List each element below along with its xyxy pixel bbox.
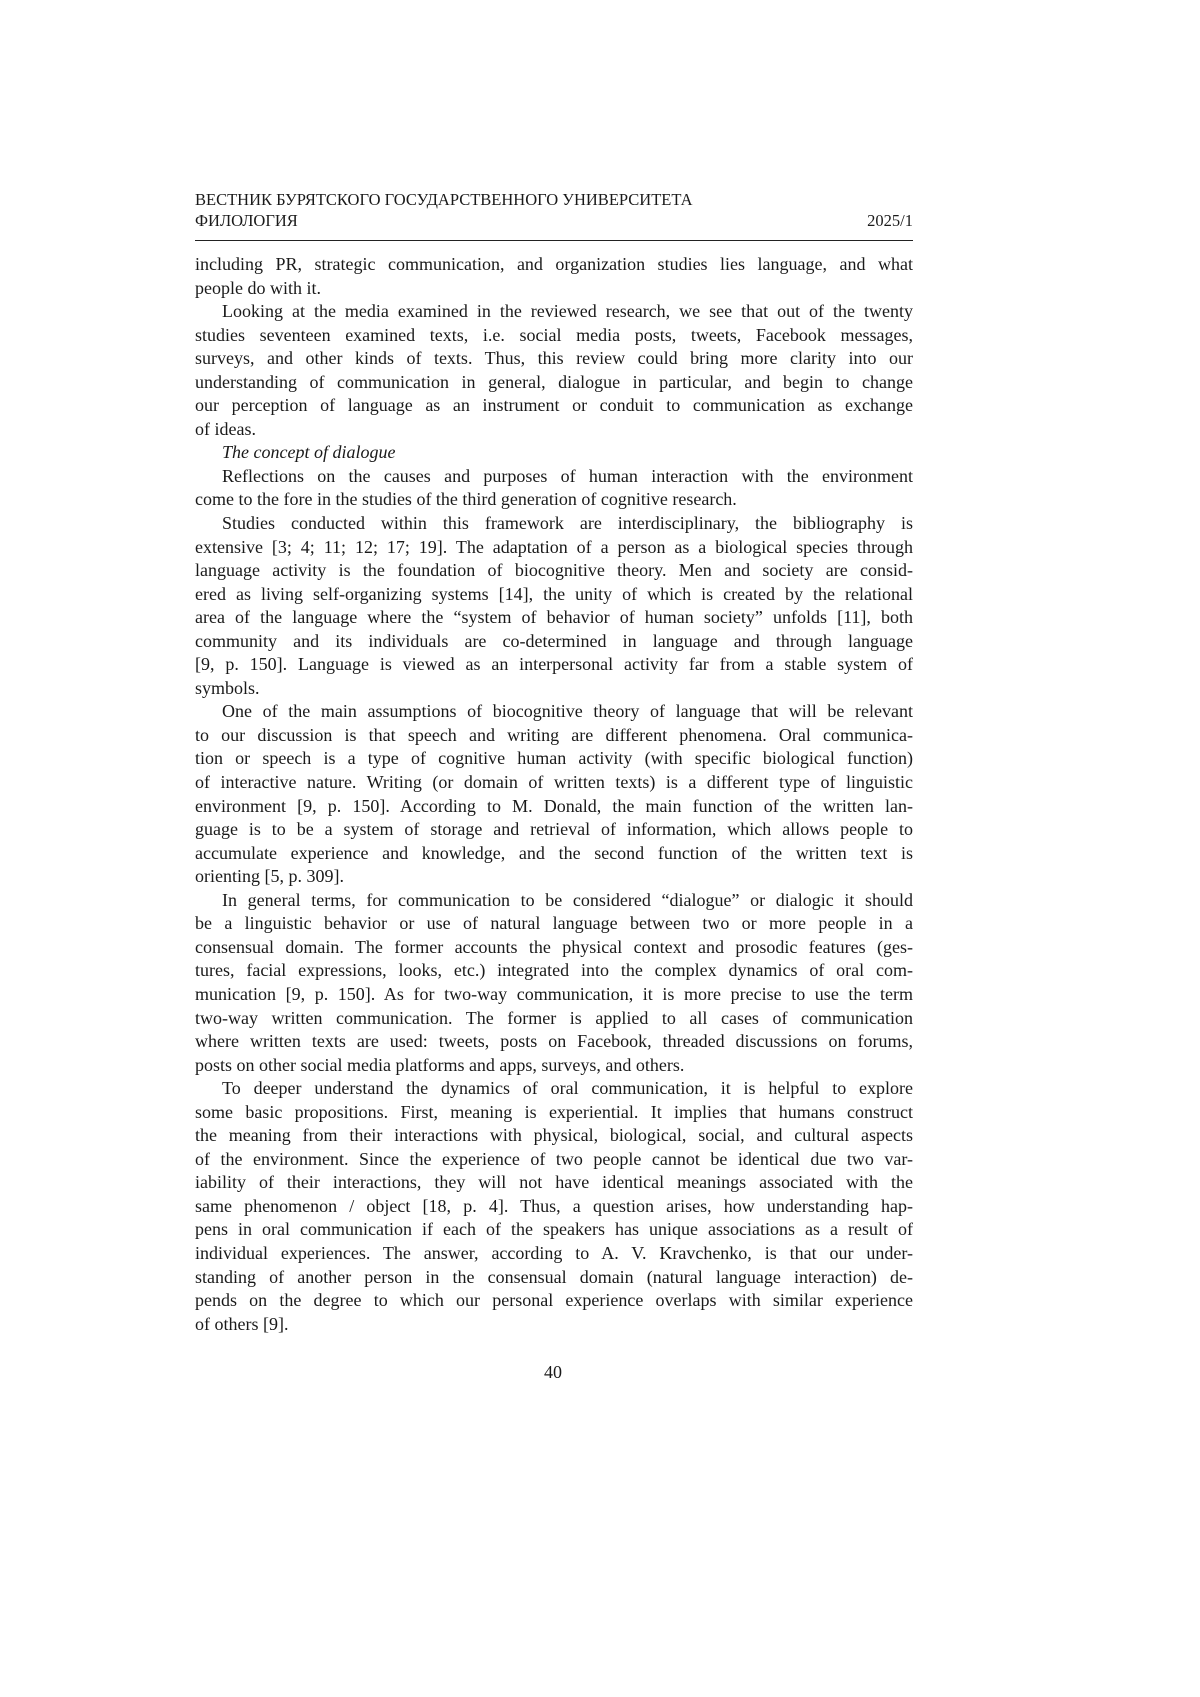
- text-line: of interactive nature. Writing (or domain of written texts) is a different type of linguistic: [195, 771, 913, 795]
- paragraph: [195, 512, 913, 700]
- paragraph: [195, 253, 913, 300]
- text-line: individual experiences. The answer, according to A. V. Kravchenko, is that our under-: [195, 1242, 913, 1266]
- text-line: standing of another person in the consensual domain (natural language interaction) de-: [195, 1266, 913, 1290]
- text-line: One of the main assumptions of biocognitive theory of language that will be relevant: [195, 700, 913, 724]
- page-number: 40: [0, 1362, 1106, 1383]
- text-line: accumulate experience and knowledge, and the second function of the written text is: [195, 842, 913, 866]
- text-line: of ideas.: [195, 418, 913, 442]
- text-line: environment [9, p. 150]. According to M. Donald, the main function of the written lan-: [195, 795, 913, 819]
- text-line: to our discussion is that speech and writing are different phenomena. Oral communica-: [195, 724, 913, 748]
- text-line: munication [9, p. 150]. As for two-way communication, it is more precise to use the term: [195, 983, 913, 1007]
- text-line: where written texts are used: tweets, posts on Facebook, threaded discussions on forums,: [195, 1030, 913, 1054]
- text-line: including PR, strategic communication, and organization studies lies language, and what: [195, 253, 913, 277]
- text-line: our perception of language as an instrument or conduit to communication as exchange: [195, 394, 913, 418]
- text-line: same phenomenon / object [18, p. 4]. Thus, a question arises, how understanding hap-: [195, 1195, 913, 1219]
- text-line: orienting [5, p. 309].: [195, 865, 913, 889]
- text-line: [9, p. 150]. Language is viewed as an interpersonal activity far from a stable system of: [195, 653, 913, 677]
- text-line: In general terms, for communication to be considered “dialogue” or dialogic it should: [195, 889, 913, 913]
- text-line: pends on the degree to which our personal experience overlaps with similar experience: [195, 1289, 913, 1313]
- section-title: ФИЛОЛОГИЯ: [195, 210, 298, 231]
- text-line: symbols.: [195, 677, 913, 701]
- text-line: the meaning from their interactions with physical, biological, social, and cultural aspects: [195, 1124, 913, 1148]
- text-line: studies seventeen examined texts, i.e. social media posts, tweets, Facebook messages,: [195, 324, 913, 348]
- text-line: understanding of communication in general, dialogue in particular, and begin to change: [195, 371, 913, 395]
- text-line: posts on other social media platforms and apps, surveys, and others.: [195, 1054, 913, 1078]
- header-rule: [195, 240, 913, 241]
- issue-number: 2025/1: [867, 210, 913, 231]
- text-line: consensual domain. The former accounts the physical context and prosodic features (ges-: [195, 936, 913, 960]
- text-line: Looking at the media examined in the reviewed research, we see that out of the twenty: [195, 300, 913, 324]
- text-line: of others [9].: [195, 1313, 913, 1337]
- text-line: tures, facial expressions, looks, etc.) integrated into the complex dynamics of oral com-: [195, 959, 913, 983]
- text-line: some basic propositions. First, meaning is experiential. It implies that humans construct: [195, 1101, 913, 1125]
- text-line: be a linguistic behavior or use of natural language between two or more people in a: [195, 912, 913, 936]
- header-row: [195, 210, 913, 231]
- paragraph: [195, 300, 913, 441]
- text-line: community and its individuals are co-determined in language and through language: [195, 630, 913, 654]
- paragraph: [195, 889, 913, 1077]
- text-line: language activity is the foundation of biocognitive theory. Men and society are consid-: [195, 559, 913, 583]
- text-line: people do with it.: [195, 277, 913, 301]
- journal-title: ВЕСТНИК БУРЯТСКОГО ГОСУДАРСТВЕННОГО УНИВЕРСИТЕТА: [195, 189, 913, 210]
- text-line: iability of their interactions, they will not have identical meanings associated with the: [195, 1171, 913, 1195]
- text-line: come to the fore in the studies of the third generation of cognitive research.: [195, 488, 913, 512]
- text-line: extensive [3; 4; 11; 12; 17; 19]. The adaptation of a person as a biological species through: [195, 536, 913, 560]
- paragraph: [195, 700, 913, 888]
- text-line: two-way written communication. The former is applied to all cases of communication: [195, 1007, 913, 1031]
- text-line: of the environment. Since the experience of two people cannot be identical due two var-: [195, 1148, 913, 1172]
- text-line: To deeper understand the dynamics of oral communication, it is helpful to explore: [195, 1077, 913, 1101]
- text-line: guage is to be a system of storage and retrieval of information, which allows people to: [195, 818, 913, 842]
- section-heading: [195, 441, 913, 465]
- text-line: tion or speech is a type of cognitive human activity (with specific biological function): [195, 747, 913, 771]
- article-body: [195, 253, 913, 1336]
- text-line: area of the language where the “system of behavior of human society” unfolds [11], both: [195, 606, 913, 630]
- text-line: pens in oral communication if each of the speakers has unique associations as a result of: [195, 1218, 913, 1242]
- text-line: Reflections on the causes and purposes of human interaction with the environment: [195, 465, 913, 489]
- text-line: The concept of dialogue: [195, 441, 913, 465]
- paragraph: [195, 1077, 913, 1336]
- text-line: Studies conducted within this framework are interdisciplinary, the bibliography is: [195, 512, 913, 536]
- paragraph: [195, 465, 913, 512]
- text-line: surveys, and other kinds of texts. Thus, this review could bring more clarity into our: [195, 347, 913, 371]
- text-line: ered as living self-organizing systems [14], the unity of which is created by the relational: [195, 583, 913, 607]
